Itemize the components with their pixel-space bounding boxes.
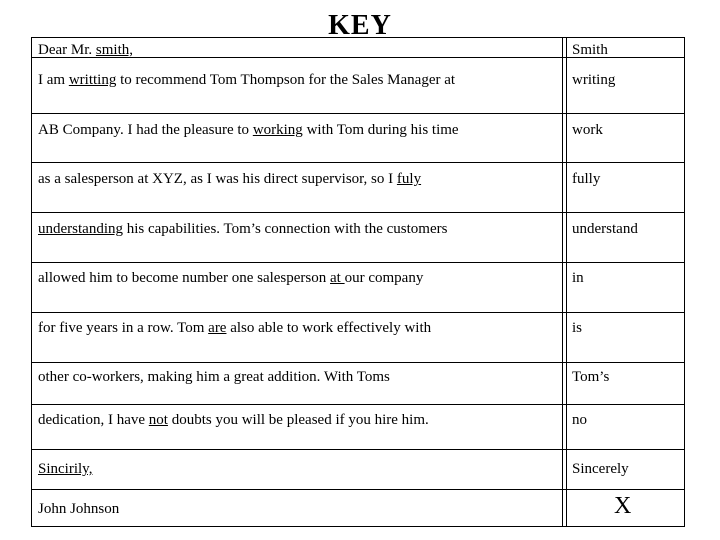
letter-text: dedication, I have [38,412,149,428]
row-separator [32,449,684,450]
row-separator [32,262,684,263]
letter-line [38,220,447,238]
letter-line [38,71,455,89]
key-answer: no [572,412,587,428]
letter-text: allowed him to become number one salesperson [38,270,331,286]
column-divider [566,38,567,526]
letter-text: John Johnson [38,501,120,517]
letter-line [38,41,133,59]
letter-line [38,411,429,429]
key-answer: writing [572,72,616,88]
underlined-error: Sincirily, [38,461,93,477]
key-answer: fully [572,171,601,187]
row-separator [32,113,684,114]
letter-text: doubts you will be pleased if you hire him. [167,412,429,428]
letter-text: our company [344,270,424,286]
key-answer: Sincerely [572,461,629,477]
key-answer: in [572,270,584,286]
underlined-error: not [148,412,168,428]
underlined-error: at [330,270,345,286]
row-separator [32,489,684,490]
letter-text: other co-workers, making him a great addition. With Toms [38,369,390,385]
underlined-error: are [208,320,227,336]
key-answer: Tom’s [572,369,610,385]
row-separator [32,162,684,163]
key-answer: is [572,320,583,336]
underlined-error: understanding [38,221,123,237]
key-answer: understand [572,221,638,237]
letter-line [38,269,423,287]
letter-text: to recommend Tom Thompson for the Sales Manager at [116,72,456,88]
row-separator [32,312,684,313]
letter-text: Dear Mr. [38,42,96,58]
page-title: KEY [328,10,392,41]
underlined-error: smith, [95,42,133,58]
letter-line [38,319,431,337]
letter-text: his capabilities. Tom’s connection with the customers [122,221,448,237]
letter-line [38,368,390,386]
letter-line [38,170,421,188]
row-separator [32,362,684,363]
key-answer: work [572,122,603,138]
row-separator [32,212,684,213]
letter-text: AB Company. I had the pleasure to [38,122,253,138]
row-separator [32,404,684,405]
letter-text: I am [38,72,69,88]
underlined-error: working [252,122,303,138]
letter-line [38,121,459,139]
letter-text: for five years in a row. Tom [38,320,209,336]
column-divider [562,38,563,526]
letter-text: also able to work effectively with [226,320,432,336]
underlined-error: fuly [396,171,422,187]
key-answer: X [614,493,632,519]
underlined-error: writting [68,72,117,88]
letter-line [38,460,92,478]
key-answer: Smith [572,42,608,58]
answer-key-table [31,37,685,527]
letter-line [38,500,119,518]
letter-text: with Tom during his time [302,122,459,138]
letter-text: as a salesperson at XYZ, as I was his direct supervisor, so I [38,171,397,187]
